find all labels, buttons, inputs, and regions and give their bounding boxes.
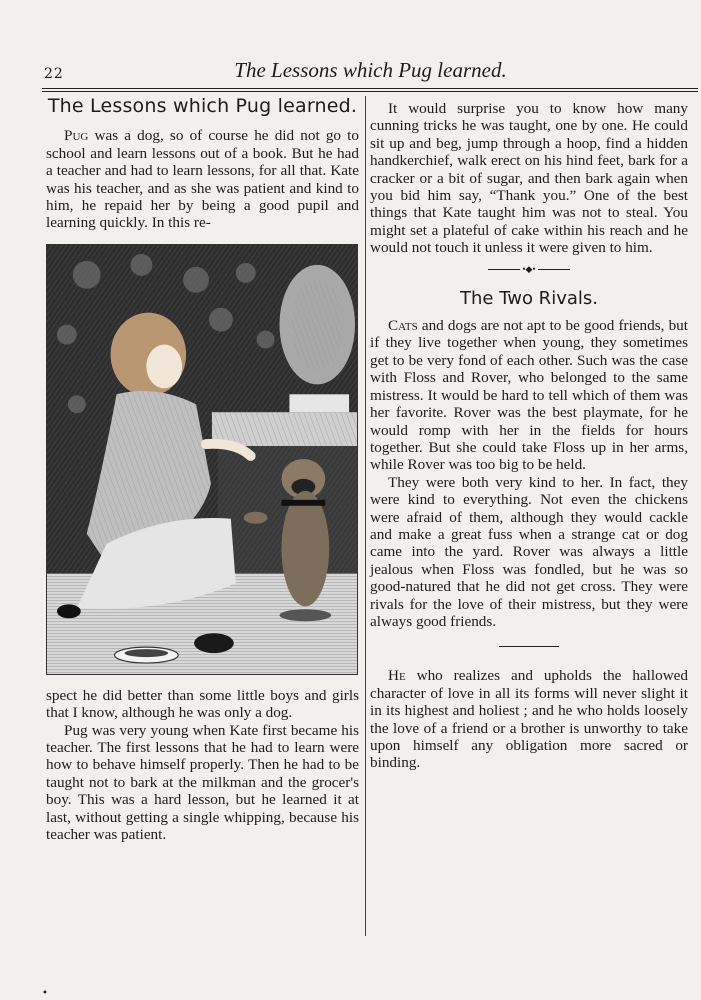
paragraph-pug-intro-continued: spect he did better than some little boys and girls that I know, although he was only a dog. <box>46 686 359 722</box>
right-column <box>370 100 688 772</box>
paragraph-pug-teacher: Pug was very young when Kate first became his teacher. The first lessons that he had to learn were how to behave himself properly. Then he had to be taught not to bark at the milkman and the grocer's boy. This was a hard lesson, but he learned it at last, without getting a single whipping, because his teacher was patient. <box>46 721 359 844</box>
short-divider <box>499 646 559 647</box>
paragraph-text: who realizes and upholds the hallowed character of love in all its forms will never slight it in its highest and holiest ; and he who holds loosely the love of a friend or a brother is unworthy to take upon himself any obligation more sacred or binding. <box>370 667 688 772</box>
header-rule <box>42 88 698 89</box>
left-column <box>46 95 359 844</box>
paragraph-rivals-intro <box>370 317 688 474</box>
paragraph-text: and dogs are not apt to be good friends, but if they live together when young, they sometimes get to be very fond of each other. Such was the case with Floss and Rover, who belonged to the same mistress. It would be hard to tell which of them was her favorite. Rover was the best playmate, for he would romp with her in the fields for hours together. But she could take Floss up in her arms, while Rover was too big to be held. <box>370 317 688 474</box>
paragraph-text: was a dog, so of course he did not go to school and learn lessons out of a book. But he had a teacher and had to learn lessons, for all that. Kate was his teacher, and as she was patient and kind to him, he repaid her by being a good pupil and learning quickly. In this re- <box>46 127 359 232</box>
ornament-line-right <box>538 269 570 270</box>
page-number: 22 <box>44 66 64 82</box>
small-caps-lead: Cats <box>388 317 418 335</box>
header-rule-secondary <box>42 91 698 92</box>
engraving-image <box>47 245 357 674</box>
paragraph-pug-intro <box>46 127 359 231</box>
paragraph-maxim <box>370 667 688 771</box>
running-head: The Lessons which Pug learned. <box>234 58 507 82</box>
small-caps-lead: Pug <box>64 127 89 145</box>
stray-ink-mark: • <box>42 988 48 999</box>
article-title-pug: The Lessons which Pug learned. <box>47 95 358 117</box>
illustration-girl-and-pug <box>46 244 358 675</box>
article-title-rivals: The Two Rivals. <box>460 287 598 309</box>
paragraph-rivals-kindness: They were both very kind to her. In fact, they were kind to everything. Not even the chickens were afraid of them, although they would cackle and make a great fuss when a strange cat or dog came into the yard. Rover was always a little jealous when Floss was fondled, but he was so good-natured that he did not get cross. They were rivals for the love of their mistress, but they were always good friends. <box>370 473 688 630</box>
ornament-dots: •◆• <box>522 263 536 274</box>
ornament-divider <box>370 265 688 274</box>
small-caps-lead: He <box>388 667 406 685</box>
column-divider <box>365 96 366 936</box>
paragraph-pug-tricks: It would surprise you to know how many cunning tricks he was taught, one by one. He could sit up and beg, jump through a hoop, find a hidden handkerchief, walk erect on his hind feet, bark for a cracker or a bit of sugar, and then bark again when you bid him say, “Thank you.” One of the best things that Kate taught him was not to steal. You might set a plateful of cake within his reach and he would not touch it unless it were given to him. <box>370 100 688 257</box>
ornament-line-left <box>488 269 520 270</box>
